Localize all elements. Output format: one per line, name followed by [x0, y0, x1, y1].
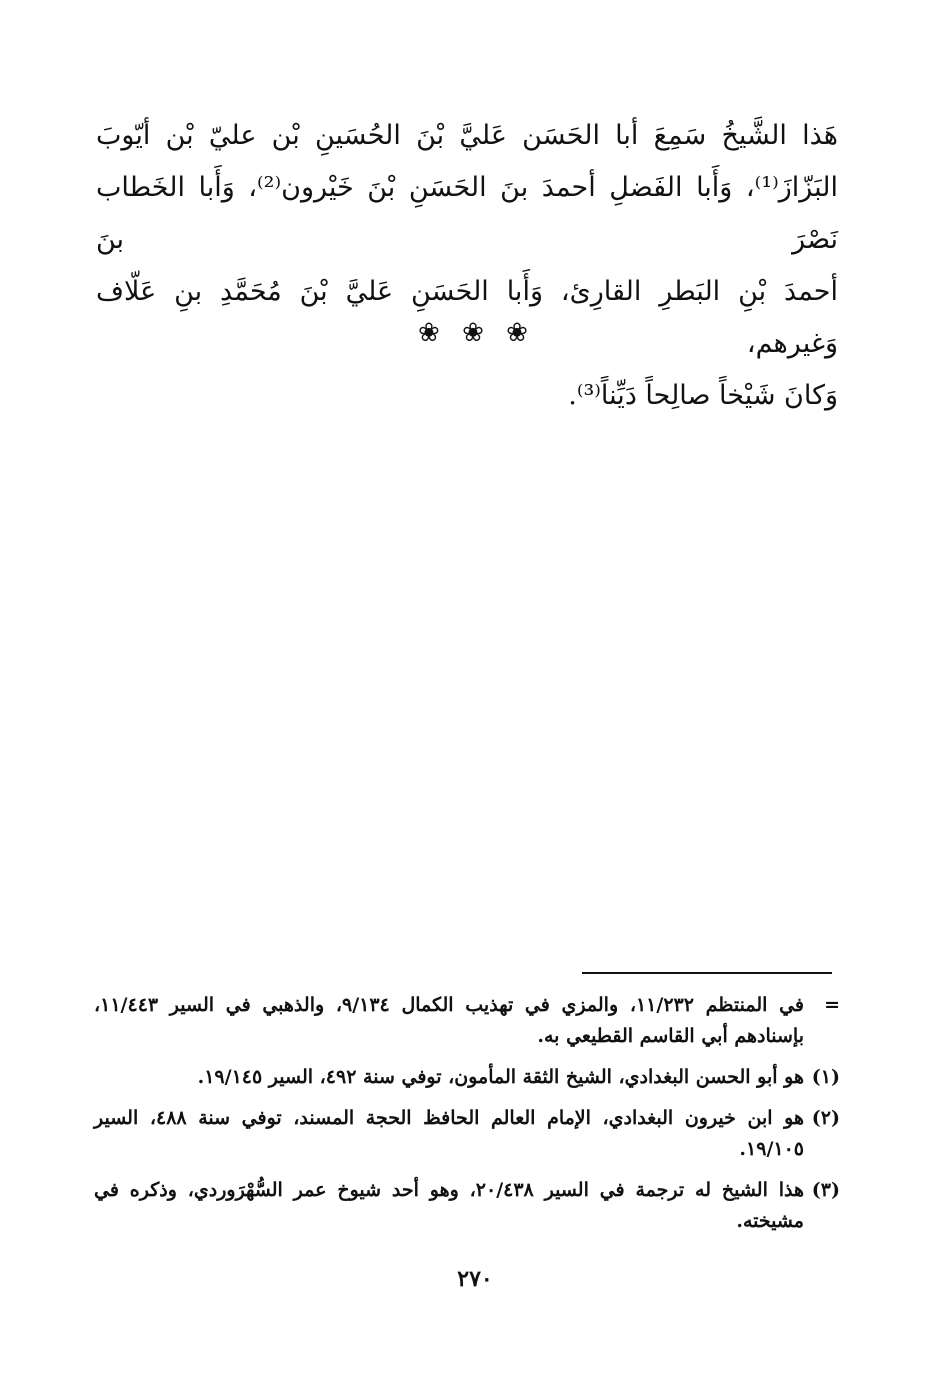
- flower-ornament-icon: ❀: [418, 318, 444, 348]
- paragraph-line-4: وَكانَ شَيْخاً صالِحاً دَيِّناً⁽³⁾.: [568, 380, 838, 411]
- paragraph-line-1: هَذا الشَّيخُ سَمِعَ أبا الحَسَن عَليَّ بْنَ الحُسَينِ بْن عليّ بْن أيّوبَ: [96, 120, 838, 151]
- footnote-mark: (١): [811, 1066, 840, 1088]
- flower-ornament-icon: ❀: [462, 318, 488, 348]
- footnote-text: هو ابن خيرون البغدادي، الإمام العالم الحافظ الحجة المسند، توفي سنة ٤٨٨، السير ١٩/١٠٥.: [94, 1107, 804, 1160]
- paragraph-line-2: البَزّازَ⁽¹⁾، وَأَبا الفَضلِ أحمدَ بنَ الحَسَنِ بْنَ خَيْرون⁽²⁾، وَأَبا الخَطاب نَصْرَ بنَ: [96, 172, 839, 255]
- flower-ornament-icon: ❀: [506, 318, 532, 348]
- footnote-text: هذا الشيخ له ترجمة في السير ٢٠/٤٣٨، وهو أحد شيوخ عمر السُّهْرَوردي، وذكره في مشيخته.: [94, 1179, 805, 1232]
- footnote-2: [94, 1103, 840, 1165]
- footnote-1: [94, 1062, 840, 1093]
- footnote-text: في المنتظم ١١/٢٣٢، والمزي في تهذيب الكمال ٩/١٣٤، والذهبي في السير ١١/٤٤٣، بإسنادهم أبي القاسم القطيعي به.: [94, 994, 804, 1047]
- footnote-mark: (٢): [811, 1107, 840, 1129]
- footnote-continuation: [94, 990, 840, 1052]
- footnote-mark: =: [824, 994, 840, 1016]
- footnote-divider: [582, 972, 832, 974]
- section-separator: [0, 318, 950, 348]
- main-paragraph: [96, 110, 838, 422]
- paragraph-line-3: أحمدَ بْنِ البَطرِ القارِئ، وَأَبا الحَسَنِ عَليَّ بْنَ مُحَمَّدِ بنِ عَلّاف وَغيرهم،: [96, 276, 838, 359]
- footnotes: [94, 990, 840, 1247]
- footnote-mark: (٣): [811, 1179, 840, 1201]
- footnote-text: هو أبو الحسن البغدادي، الشيخ الثقة المأمون، توفي سنة ٤٩٢، السير ١٩/١٤٥.: [197, 1066, 804, 1088]
- page-number: ٢٧٠: [457, 1266, 493, 1292]
- footnote-3: [94, 1175, 840, 1237]
